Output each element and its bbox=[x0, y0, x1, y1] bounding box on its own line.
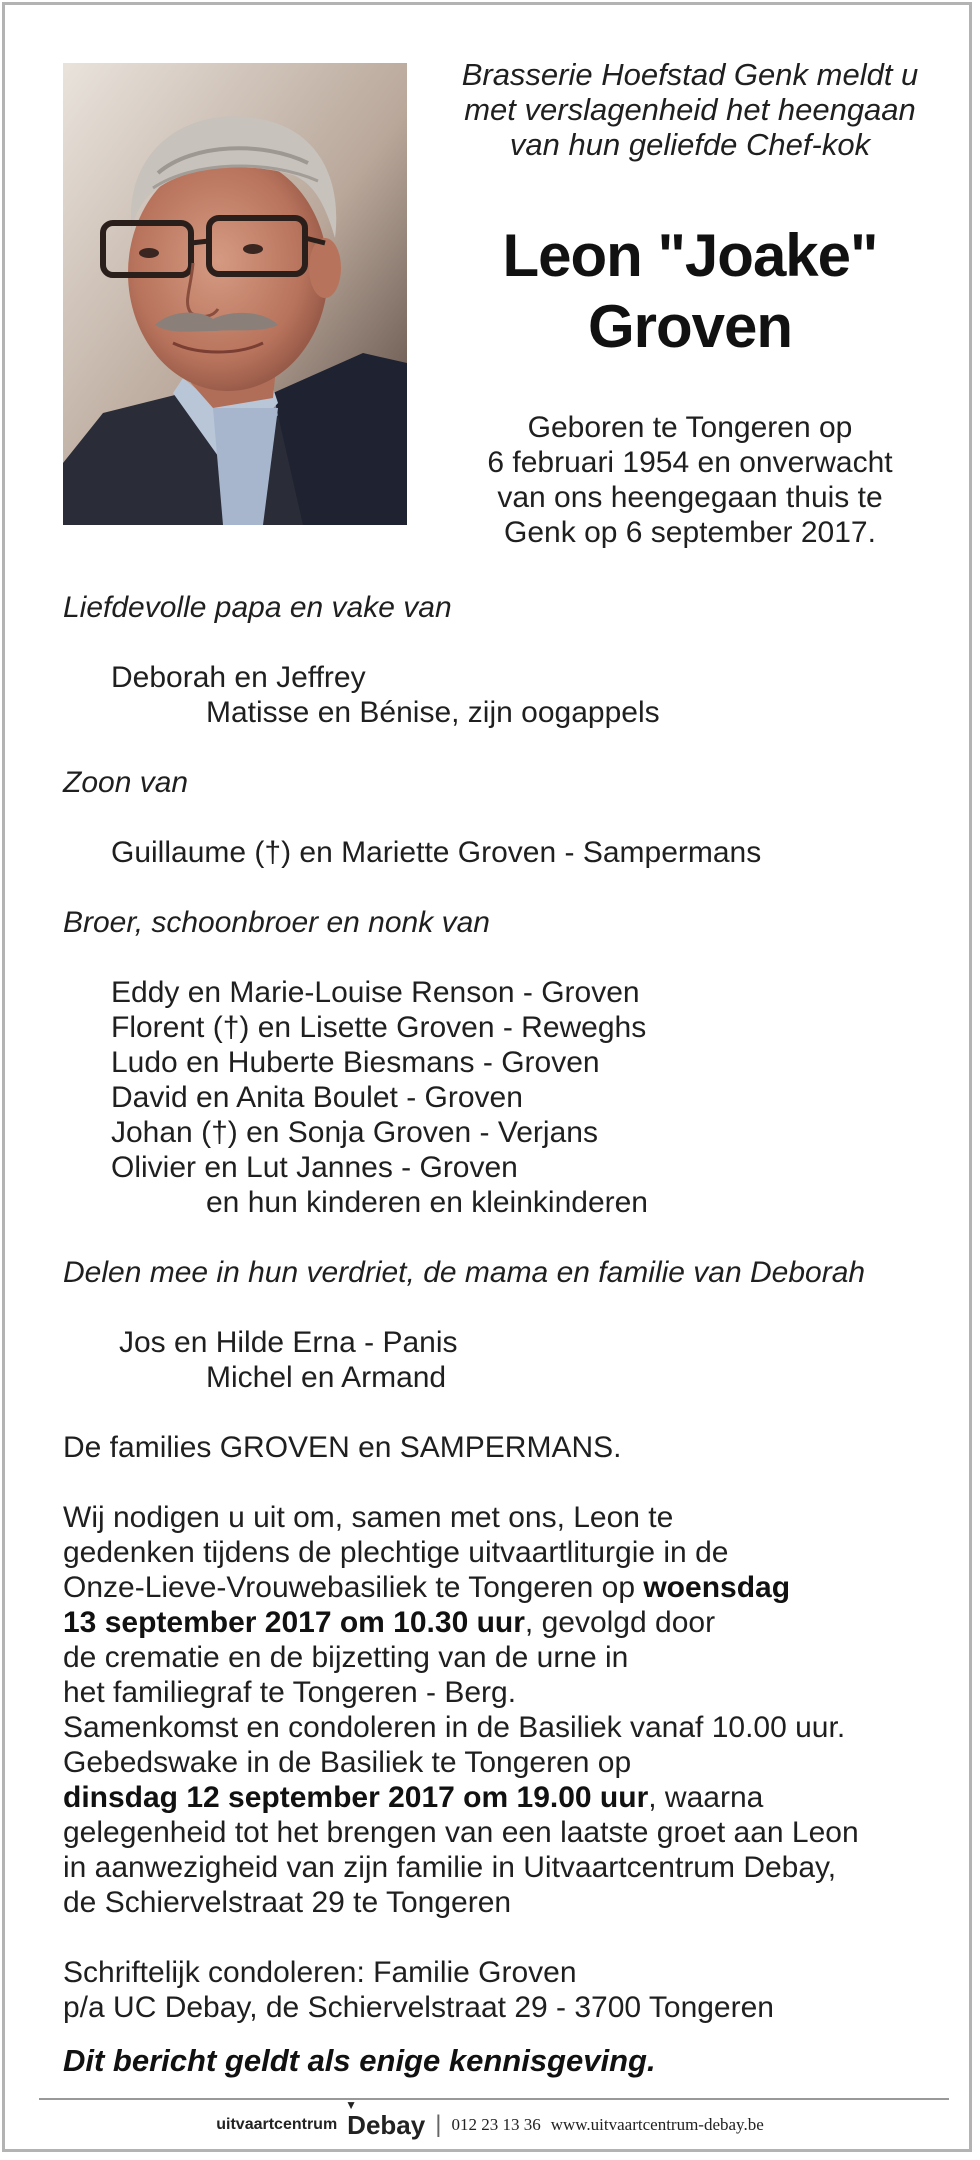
intro-announcement bbox=[435, 57, 945, 162]
relative-line: Florent (†) en Lisette Groven - Reweghs bbox=[111, 1011, 647, 1044]
born-line: Genk op 6 september 2017. bbox=[504, 516, 876, 549]
service-line bbox=[63, 1605, 943, 1640]
relative-line: Guillaume (†) en Mariette Groven - Sampermans bbox=[111, 836, 762, 869]
condolence-line: p/a UC Debay, de Schiervelstraat 29 - 3700 Tongeren bbox=[63, 1991, 774, 2024]
condolence-line: Schriftelijk condoleren: Familie Groven bbox=[63, 1956, 577, 1989]
condolences bbox=[63, 1955, 943, 2025]
birth-death-details bbox=[435, 410, 945, 550]
service-line: Samenkomst en condoleren in de Basiliek vanaf 10.00 uur. bbox=[63, 1711, 846, 1744]
born-line: Geboren te Tongeren op bbox=[527, 411, 853, 444]
portrait-illustration bbox=[63, 63, 407, 525]
section-title-brother: Broer, schoonbroer en nonk van bbox=[63, 906, 490, 939]
papa-list bbox=[63, 660, 943, 730]
relative-line: Matisse en Bénise, zijn oogappels bbox=[206, 696, 660, 729]
section-title-share: Delen mee in hun verdriet, de mama en familie van Deborah bbox=[63, 1256, 866, 1289]
section-title-son: Zoon van bbox=[63, 766, 189, 799]
service-line bbox=[63, 1780, 943, 1815]
service-date-highlight: 13 september 2017 om 10.30 uur bbox=[63, 1606, 525, 1639]
section-title-papa: Liefdevolle papa en vake van bbox=[63, 591, 452, 624]
footer-brand-logo bbox=[345, 2097, 426, 2141]
name-line-last: Groven bbox=[587, 293, 793, 360]
relative-line: Olivier en Lut Jannes - Groven bbox=[111, 1151, 518, 1184]
service-line: in aanwezigheid van zijn familie in Uitvaartcentrum Debay, bbox=[63, 1851, 837, 1884]
obituary-card bbox=[2, 2, 972, 2152]
footer-website: www.uitvaartcentrum-debay.be bbox=[550, 2115, 764, 2134]
service-line: de crematie en de bijzetting van de urne in bbox=[63, 1641, 629, 1674]
born-line: van ons heengegaan thuis te bbox=[497, 481, 883, 514]
service-line: gelegenheid tot het brengen van een laatste groet aan Leon bbox=[63, 1816, 859, 1849]
deceased-name bbox=[435, 220, 945, 362]
final-notice: Dit bericht geldt als enige kennisgeving. bbox=[63, 2043, 656, 2078]
relative-line: en hun kinderen en kleinkinderen bbox=[206, 1186, 648, 1219]
families-line: De families GROVEN en SAMPERMANS. bbox=[63, 1431, 622, 1464]
service-line: de Schiervelstraat 29 te Tongeren bbox=[63, 1886, 512, 1919]
footer-prefix: uitvaartcentrum bbox=[216, 2116, 338, 2133]
service-line: Wij nodigen u uit om, samen met ons, Leon te bbox=[63, 1501, 674, 1534]
share-list bbox=[63, 1325, 943, 1395]
footer-brand-name: Debay bbox=[347, 2109, 426, 2140]
relative-line: Deborah en Jeffrey bbox=[111, 661, 366, 694]
relative-line: David en Anita Boulet - Groven bbox=[111, 1081, 523, 1114]
service-details bbox=[63, 1500, 943, 1920]
relative-line: Eddy en Marie-Louise Renson - Groven bbox=[111, 976, 640, 1009]
intro-line: van hun geliefde Chef-kok bbox=[509, 127, 871, 162]
service-day-highlight: woensdag bbox=[643, 1571, 791, 1604]
service-text: , waarna bbox=[648, 1781, 764, 1814]
service-line: gedenken tijdens de plechtige uitvaartliturgie in de bbox=[63, 1536, 729, 1569]
relative-line: Jos en Hilde Erna - Panis bbox=[119, 1326, 458, 1359]
brand-triangle-icon: ▼ bbox=[345, 2097, 358, 2112]
service-text: , gevolgd door bbox=[524, 1606, 716, 1639]
relative-line: Ludo en Huberte Biesmans - Groven bbox=[111, 1046, 600, 1079]
intro-line: met verslagenheid het heengaan bbox=[464, 92, 916, 127]
service-line bbox=[63, 1570, 943, 1605]
relative-line: Johan (†) en Sonja Groven - Verjans bbox=[111, 1116, 598, 1149]
brother-list bbox=[63, 975, 943, 1220]
wake-date-highlight: dinsdag 12 september 2017 om 19.00 uur bbox=[63, 1781, 649, 1814]
portrait-photo bbox=[63, 63, 407, 525]
obituary-body bbox=[63, 590, 943, 2078]
footer-divider bbox=[39, 2098, 949, 2100]
relative-line: Michel en Armand bbox=[206, 1361, 447, 1394]
service-text: Onze-Lieve-Vrouwebasiliek te Tongeren op bbox=[63, 1571, 644, 1604]
service-line: het familiegraf te Tongeren - Berg. bbox=[63, 1676, 517, 1709]
intro-line: Brasserie Hoefstad Genk meldt u bbox=[461, 57, 919, 92]
service-line: Gebedswake in de Basiliek te Tongeren op bbox=[63, 1746, 632, 1779]
born-line: 6 februari 1954 en onverwacht bbox=[487, 446, 893, 479]
son-list bbox=[63, 835, 943, 870]
name-line-first: Leon "Joake" bbox=[502, 222, 878, 289]
funeral-home-footer bbox=[5, 2097, 975, 2145]
footer-separator: | bbox=[435, 2111, 442, 2138]
footer-phone: 012 23 13 36 bbox=[451, 2115, 541, 2134]
